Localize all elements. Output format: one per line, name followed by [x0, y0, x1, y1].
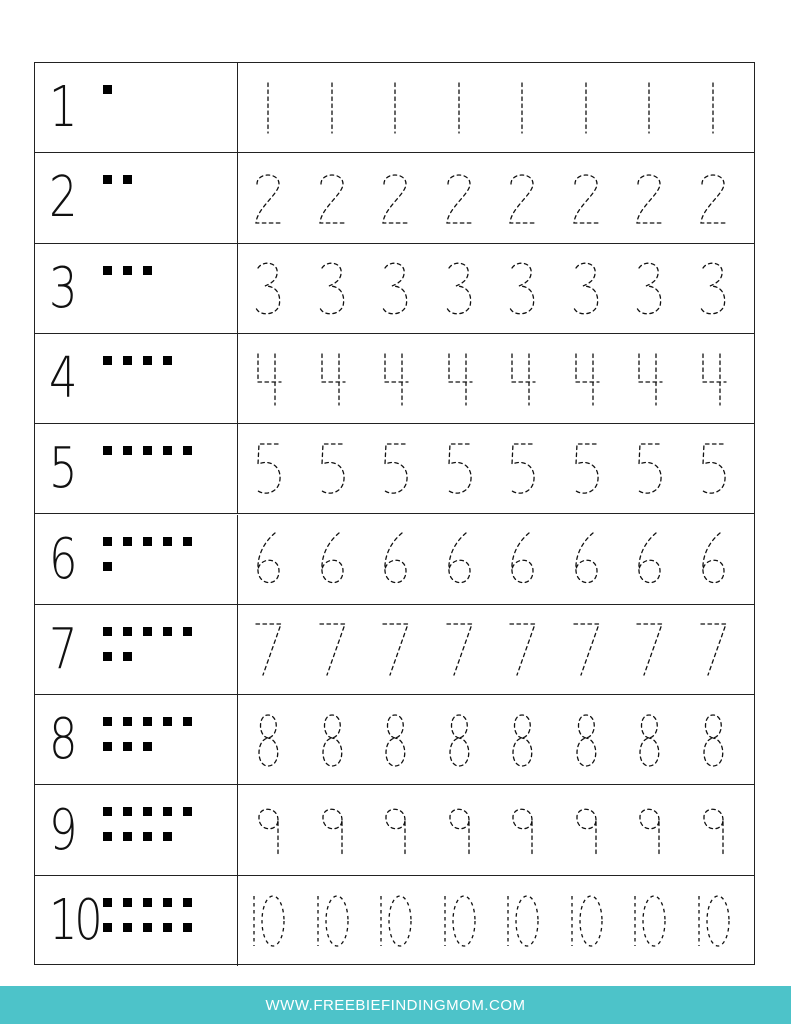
count-dot [123, 446, 132, 455]
traceable-number [634, 800, 664, 860]
traceable-number [634, 258, 664, 318]
number-cell [35, 153, 238, 242]
traceable-number [380, 349, 410, 409]
number-label: 10 [49, 888, 100, 954]
count-dot [123, 356, 132, 365]
tracing-area [238, 334, 754, 423]
count-dot [143, 717, 152, 726]
count-dot [103, 742, 112, 751]
traceable-number [317, 529, 347, 589]
traceable-number [380, 78, 410, 138]
count-dot [163, 717, 172, 726]
traceable-number [634, 78, 664, 138]
traceable-number [444, 258, 474, 318]
tracing-area [238, 785, 754, 874]
count-dot [143, 923, 152, 932]
count-dot [103, 446, 112, 455]
traceable-number [317, 168, 347, 228]
number-row [35, 424, 754, 514]
number-label: 8 [49, 707, 75, 773]
traceable-number [441, 891, 477, 951]
count-dot [143, 266, 152, 275]
tracing-area [238, 63, 754, 152]
traceable-number [507, 349, 537, 409]
traceable-number [571, 78, 601, 138]
tracing-area [238, 876, 754, 966]
traceable-number [698, 168, 728, 228]
traceable-number [698, 529, 728, 589]
traceable-number [380, 800, 410, 860]
count-dot [143, 446, 152, 455]
traceable-number [507, 439, 537, 499]
traceable-number [507, 619, 537, 679]
traceable-number [317, 710, 347, 770]
number-label: 2 [49, 165, 75, 231]
traceable-number [444, 619, 474, 679]
traceable-number [698, 800, 728, 860]
traceable-number [317, 439, 347, 499]
traceable-number [571, 710, 601, 770]
traceable-number [253, 439, 283, 499]
number-row [35, 153, 754, 243]
count-dot [123, 742, 132, 751]
count-dot [103, 832, 112, 841]
count-dot [183, 537, 192, 546]
traceable-number [253, 619, 283, 679]
number-row [35, 605, 754, 695]
number-cell [35, 876, 238, 966]
traceable-number [253, 800, 283, 860]
traceable-number [253, 349, 283, 409]
number-cell [35, 334, 238, 423]
number-row [35, 63, 754, 153]
tracing-area [238, 244, 754, 333]
count-dot [163, 807, 172, 816]
count-dot [143, 898, 152, 907]
traceable-number [634, 439, 664, 499]
traceable-number [571, 619, 601, 679]
count-dot [163, 923, 172, 932]
traceable-number [698, 349, 728, 409]
traceable-number [634, 619, 664, 679]
traceable-number [631, 891, 667, 951]
count-dot [183, 923, 192, 932]
tracing-area [238, 153, 754, 242]
traceable-number [695, 891, 731, 951]
number-row [35, 334, 754, 424]
traceable-number [698, 258, 728, 318]
footer-website[interactable]: WWW.FREEBIEFINDINGMOM.COM [265, 996, 526, 1014]
traceable-number [634, 168, 664, 228]
traceable-number [380, 168, 410, 228]
count-dot [103, 356, 112, 365]
traceable-number [253, 168, 283, 228]
number-cell [35, 515, 238, 604]
count-dot [143, 742, 152, 751]
traceable-number [250, 891, 286, 951]
traceable-number [444, 529, 474, 589]
traceable-number [507, 800, 537, 860]
traceable-number [380, 258, 410, 318]
traceable-number [253, 710, 283, 770]
count-dot [143, 832, 152, 841]
count-dot [103, 627, 112, 636]
traceable-number [380, 529, 410, 589]
traceable-number [444, 78, 474, 138]
footer-bar [0, 986, 791, 1024]
count-dot [163, 446, 172, 455]
count-dot [163, 832, 172, 841]
count-dot [183, 627, 192, 636]
traceable-number [253, 78, 283, 138]
count-dot [103, 85, 112, 94]
tracing-area [238, 605, 754, 694]
traceable-number [698, 710, 728, 770]
traceable-number [317, 258, 347, 318]
traceable-number [507, 529, 537, 589]
count-dot [123, 923, 132, 932]
tracing-area [238, 424, 754, 513]
traceable-number [507, 258, 537, 318]
number-cell [35, 63, 238, 152]
count-dot [163, 537, 172, 546]
count-dot [123, 175, 132, 184]
traceable-number [698, 439, 728, 499]
traceable-number [380, 710, 410, 770]
count-dot [163, 356, 172, 365]
count-dot [143, 356, 152, 365]
traceable-number [568, 891, 604, 951]
count-dot [123, 898, 132, 907]
number-label: 5 [49, 436, 75, 502]
traceable-number [504, 891, 540, 951]
number-label: 7 [49, 616, 75, 682]
worksheet-grid [34, 62, 755, 965]
count-dot [183, 807, 192, 816]
count-dot [183, 898, 192, 907]
number-cell [35, 695, 238, 784]
traceable-number [444, 800, 474, 860]
number-row [35, 876, 754, 966]
tracing-area [238, 695, 754, 784]
number-label: 4 [49, 346, 75, 412]
number-row [35, 244, 754, 334]
traceable-number [507, 78, 537, 138]
traceable-number [444, 439, 474, 499]
count-dot [103, 807, 112, 816]
count-dot [103, 537, 112, 546]
traceable-number [444, 349, 474, 409]
count-dot [163, 898, 172, 907]
tracing-area [238, 515, 754, 604]
traceable-number [571, 168, 601, 228]
traceable-number [507, 168, 537, 228]
traceable-number [571, 258, 601, 318]
count-dot [123, 652, 132, 661]
traceable-number [253, 258, 283, 318]
number-row [35, 515, 754, 605]
count-dot [103, 652, 112, 661]
number-row [35, 785, 754, 875]
count-dot [123, 627, 132, 636]
count-dot [103, 175, 112, 184]
count-dot [103, 717, 112, 726]
count-dot [143, 537, 152, 546]
count-dot [123, 807, 132, 816]
traceable-number [314, 891, 350, 951]
count-dot [143, 627, 152, 636]
traceable-number [571, 349, 601, 409]
traceable-number [634, 710, 664, 770]
traceable-number [317, 800, 347, 860]
count-dot [103, 923, 112, 932]
count-dot [123, 717, 132, 726]
traceable-number [634, 529, 664, 589]
count-dot [123, 832, 132, 841]
number-cell [35, 244, 238, 333]
number-label: 3 [49, 255, 75, 321]
number-label: 9 [49, 797, 75, 863]
number-cell [35, 424, 238, 513]
count-dot [103, 266, 112, 275]
traceable-number [571, 439, 601, 499]
count-dot [123, 266, 132, 275]
traceable-number [444, 710, 474, 770]
traceable-number [698, 78, 728, 138]
number-cell [35, 785, 238, 874]
traceable-number [317, 78, 347, 138]
traceable-number [507, 710, 537, 770]
traceable-number [380, 439, 410, 499]
count-dot [183, 446, 192, 455]
traceable-number [634, 349, 664, 409]
traceable-number [380, 619, 410, 679]
count-dot [163, 627, 172, 636]
traceable-number [698, 619, 728, 679]
count-dot [123, 537, 132, 546]
count-dot [103, 562, 112, 571]
traceable-number [317, 349, 347, 409]
count-dot [143, 807, 152, 816]
number-row [35, 695, 754, 785]
traceable-number [317, 619, 347, 679]
traceable-number [377, 891, 413, 951]
traceable-number [571, 800, 601, 860]
traceable-number [444, 168, 474, 228]
traceable-number [571, 529, 601, 589]
traceable-number [253, 529, 283, 589]
number-cell [35, 605, 238, 694]
number-label: 6 [49, 526, 75, 592]
count-dot [103, 898, 112, 907]
number-label: 1 [49, 75, 75, 141]
count-dot [183, 717, 192, 726]
